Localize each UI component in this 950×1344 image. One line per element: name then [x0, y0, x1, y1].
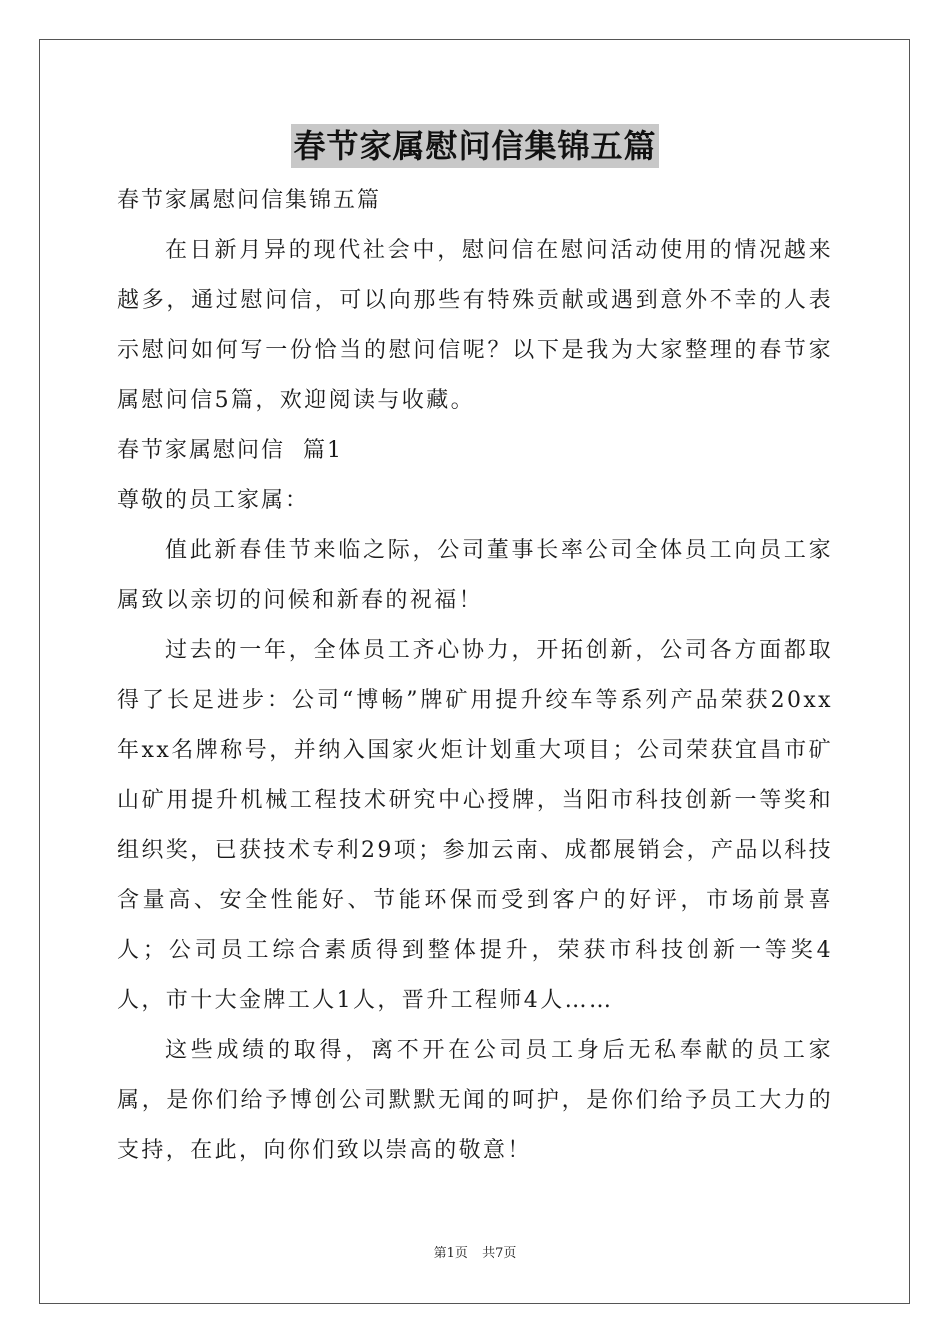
page-number-total: 共7页	[482, 1246, 517, 1261]
body-paragraph-2: 过去的一年，全体员工齐心协力，开拓创新，公司各方面都取得了长足进步：公司“博畅”牌矿用提升绞车等系列产品荣获20xx年xx名牌称号，并纳入国家火炬计划重大项目；公司荣获宜昌市矿山矿用提升机械工程技术研究中心授牌，当阳市科技创新一等奖和组织奖，已获技术专利29项；参加云南、成都展销会，产品以科技含量高、安全性能好、节能环保而受到客户的好评，市场前景喜人；公司员工综合素质得到整体提升，荣获市科技创新一等奖4人，市十大金牌工人1人，晋升工程师4人……	[117, 638, 833, 1013]
body-paragraph-1: 值此新春佳节来临之际，公司董事长率公司全体员工向员工家属致以亲切的问候和新春的祝福！	[117, 538, 833, 613]
intro-paragraph: 在日新月异的现代社会中，慰问信在慰问活动使用的情况越来越多，通过慰问信，可以向那些有特殊贡献或遇到意外不幸的人表示慰问如何写一份恰当的慰问信呢？以下是我为大家整理的春节家属慰问信5篇，欢迎阅读与收藏。	[117, 238, 833, 413]
body-paragraph-3: 这些成绩的取得，离不开在公司员工身后无私奉献的员工家属，是你们给予博创公司默默无闻的呵护，是你们给予员工大力的支持，在此，向你们致以崇高的敬意！	[117, 1038, 833, 1163]
salutation: 尊敬的员工家属：	[117, 488, 310, 513]
document-subtitle: 春节家属慰问信集锦五篇	[117, 188, 382, 213]
page-footer	[0, 1242, 950, 1261]
document-body	[117, 176, 833, 1176]
title-container	[0, 124, 950, 168]
document-title: 春节家属慰问信集锦五篇	[291, 124, 658, 168]
section-heading: 春节家属慰问信 篇1	[117, 438, 343, 463]
page-number-current: 第1页	[433, 1246, 468, 1261]
